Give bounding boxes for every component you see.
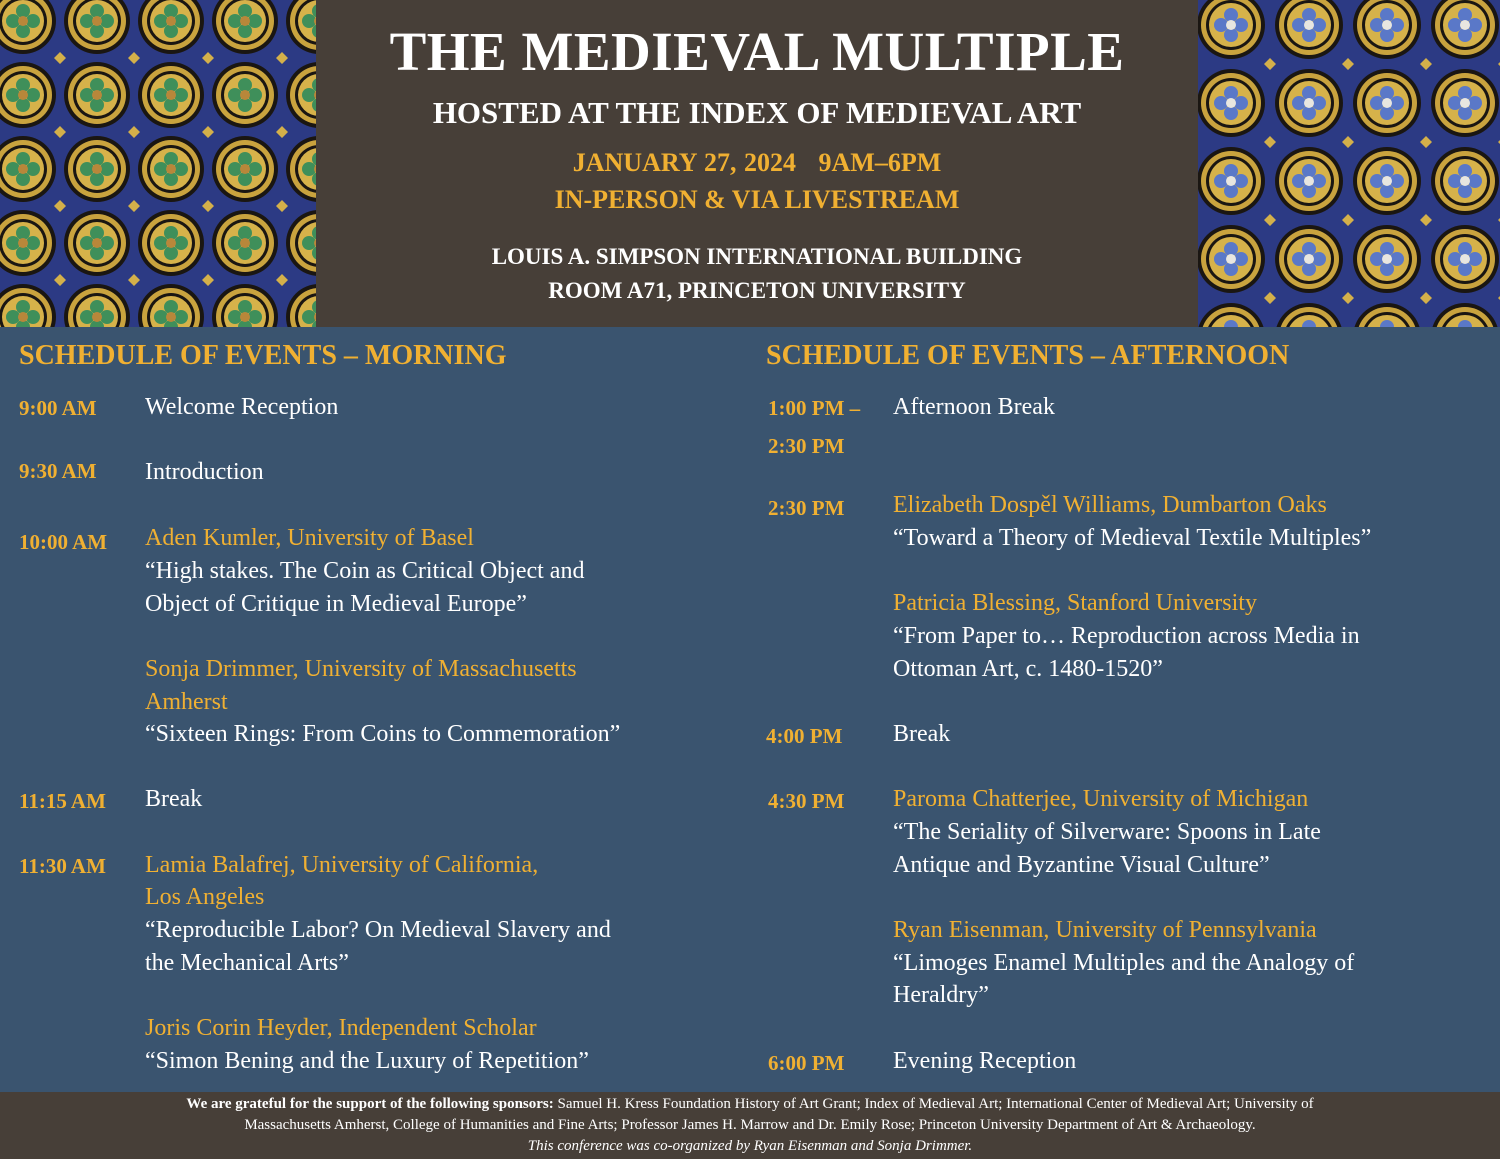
afternoon-speaker-2: Elizabeth Dospěl Williams, Dumbarton Oaks (893, 492, 1327, 518)
afternoon-paper-6b: Heraldry” (893, 982, 989, 1008)
afternoon-event-7: Evening Reception (893, 1048, 1077, 1074)
mosaic-left-image (0, 0, 316, 327)
sponsors-line-1 (0, 1094, 1500, 1115)
organizers-note: This conference was co-organized by Ryan Eisenman and Sonja Drimmer. (527, 1138, 973, 1154)
morning-paper-3b: Object of Critique in Medieval Europe” (145, 591, 527, 617)
event-mode: IN-PERSON & VIA LIVESTREAM (554, 185, 960, 214)
header-banner (0, 0, 1500, 327)
morning-time-2: 9:30 AM (19, 459, 97, 483)
afternoon-speaker-5: Paroma Chatterjee, University of Michigan (893, 786, 1309, 812)
afternoon-time-1b: 2:30 PM (768, 434, 845, 458)
morning-paper-3a: “High stakes. The Coin as Critical Object and (145, 558, 585, 584)
afternoon-event-1: Afternoon Break (893, 394, 1055, 420)
afternoon-paper-3b: Ottoman Art, c. 1480-1520” (893, 656, 1163, 682)
morning-paper-4: “Sixteen Rings: From Coins to Commemoration” (145, 721, 621, 747)
morning-speaker-4b: Amherst (145, 689, 228, 715)
subtitle: HOSTED AT THE INDEX OF MEDIEVAL ART (432, 95, 1082, 130)
morning-speaker-4a: Sonja Drimmer, University of Massachusetts (145, 656, 577, 682)
afternoon-paper-5a: “The Seriality of Silverware: Spoons in Late (893, 819, 1321, 845)
mosaic-pattern-right (1198, 0, 1500, 327)
morning-event-1: Welcome Reception (145, 394, 339, 420)
morning-speaker-6a: Lamia Balafrej, University of California, (145, 852, 539, 878)
sponsors-text-2: Massachusetts Amherst, College of Humanities and Fine Arts; Professor James H. Marrow and Dr. Emily Rose; Princeton University Department of Art & Archaeology. (244, 1117, 1256, 1133)
afternoon-time-2: 2:30 PM (768, 496, 845, 520)
morning-time-5: 11:15 AM (19, 789, 106, 813)
venue-room: ROOM A71, PRINCETON UNIVERSITY (548, 278, 966, 303)
sponsors-footer (0, 1092, 1500, 1159)
morning-paper-6a: “Reproducible Labor? On Medieval Slavery and (145, 917, 611, 943)
afternoon-time-1a: 1:00 PM – (768, 396, 861, 420)
mosaic-pattern-left (0, 0, 316, 327)
afternoon-event-4: Break (893, 721, 951, 747)
morning-event-5: Break (145, 786, 203, 812)
sponsors-text-1: Samuel H. Kress Foundation History of Art Grant; Index of Medieval Art; International Center of Medieval Art; University of (557, 1096, 1314, 1112)
mosaic-right-image (1198, 0, 1500, 327)
morning-paper-7: “Simon Bening and the Luxury of Repetition” (145, 1048, 589, 1074)
afternoon-time-7: 6:00 PM (768, 1051, 845, 1075)
afternoon-paper-6a: “Limoges Enamel Multiples and the Analogy of (893, 950, 1355, 976)
afternoon-speaker-3: Patricia Blessing, Stanford University (893, 590, 1257, 616)
afternoon-paper-5b: Antique and Byzantine Visual Culture” (893, 852, 1270, 878)
morning-time-1: 9:00 AM (19, 396, 97, 420)
afternoon-paper-3a: “From Paper to… Reproduction across Media in (893, 623, 1360, 649)
morning-event-2: Introduction (145, 459, 264, 485)
morning-speaker-3: Aden Kumler, University of Basel (145, 525, 474, 551)
afternoon-heading: SCHEDULE OF EVENTS – AFTERNOON (766, 340, 1290, 371)
event-date: JANUARY 27, 2024 9AM–6PM (572, 148, 942, 177)
morning-speaker-7: Joris Corin Heyder, Independent Scholar (145, 1015, 537, 1041)
morning-time-3: 10:00 AM (19, 530, 108, 554)
title-block (316, 0, 1198, 327)
morning-paper-6b: the Mechanical Arts” (145, 950, 349, 976)
afternoon-time-4: 4:00 PM (766, 724, 843, 748)
afternoon-time-5: 4:30 PM (768, 789, 845, 813)
page-title: THE MEDIEVAL MULTIPLE (389, 21, 1125, 82)
afternoon-paper-2: “Toward a Theory of Medieval Textile Multiples” (893, 525, 1372, 551)
morning-time-6: 11:30 AM (19, 854, 106, 878)
sponsors-label: We are grateful for the support of the following sponsors: (186, 1096, 554, 1112)
afternoon-speaker-6: Ryan Eisenman, University of Pennsylvania (893, 917, 1317, 943)
morning-heading: SCHEDULE OF EVENTS – MORNING (19, 340, 507, 371)
morning-speaker-6b: Los Angeles (145, 884, 265, 910)
venue-building: LOUIS A. SIMPSON INTERNATIONAL BUILDING (491, 244, 1023, 269)
